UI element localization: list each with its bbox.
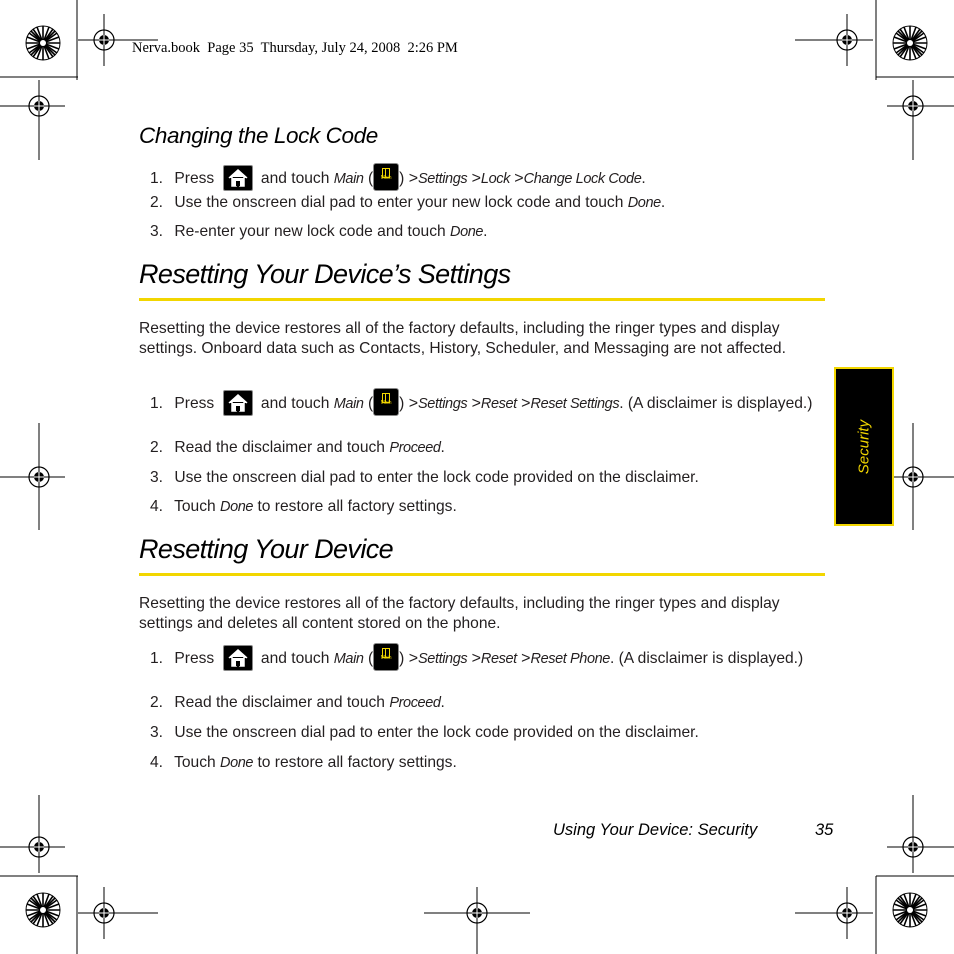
step-number: 2. (150, 439, 164, 456)
step-number: 4. (150, 498, 164, 515)
main-icon-label: Main (380, 655, 392, 661)
step-text: . (660, 194, 666, 211)
list-item (150, 723, 830, 743)
home-icon (223, 390, 253, 416)
step-text: and touch (260, 170, 330, 187)
intro-paragraph: Resetting the device restores all of the factory defaults, including the ringer types and display settings and deletes all content stored on the phone. (139, 595, 780, 632)
step-text: Use the onscreen dial pad to enter your new lock code and touch (174, 194, 624, 211)
step-text: Re-enter your new lock code and touch (174, 223, 446, 240)
step-text: Read the disclaimer and touch (174, 439, 385, 456)
step-text: Use the onscreen dial pad to enter the lock code provided on the disclaimer. (174, 724, 699, 741)
chevron: > (514, 170, 524, 187)
step-text: Use the onscreen dial pad to enter the lock code provided on the disclaimer. (174, 469, 699, 486)
ui-term-done: Done (220, 755, 254, 771)
main-icon-label: Main (380, 175, 392, 181)
home-icon (223, 645, 253, 671)
ui-term-reset-settings: Reset Settings (530, 396, 620, 412)
step-text: to restore all factory settings. (257, 754, 457, 771)
home-icon (223, 165, 253, 191)
step-text: . (440, 439, 445, 456)
step-text: Touch (174, 754, 216, 771)
paren: ) (399, 170, 405, 187)
chevron: > (408, 170, 419, 187)
paren: ( (367, 395, 374, 412)
heading-resetting-device-settings: Resetting Your Device’s Settings (139, 259, 511, 289)
step-text: . (641, 170, 646, 187)
page-number: 35 (815, 821, 834, 839)
step-number: 3. (150, 223, 164, 240)
chevron: > (408, 395, 419, 412)
main-icon-label: Main (380, 400, 392, 406)
ui-term-proceed: Proceed (389, 695, 441, 711)
print-slug: Nerva.book Page 35 Thursday, July 24, 2008 2:26 PM (132, 40, 458, 56)
main-menu-icon (373, 643, 399, 671)
paren: ( (367, 170, 374, 187)
chevron: > (471, 170, 481, 187)
list-item (150, 753, 830, 773)
paren: ) (399, 395, 405, 412)
step-number: 1. (150, 170, 164, 187)
ui-term-main: Main (333, 396, 364, 412)
step-text: Press (174, 650, 215, 667)
ui-term-reset: Reset (480, 396, 517, 412)
step-text: Press (174, 170, 215, 187)
step-text: to restore all factory settings. (257, 498, 457, 515)
paren: ( (367, 650, 374, 667)
step-text: and touch (260, 650, 330, 667)
ui-term-done: Done (450, 224, 484, 240)
step-text: . (483, 223, 488, 240)
list-item (150, 438, 830, 458)
list-item (150, 693, 830, 713)
ui-term-main: Main (333, 651, 364, 667)
chapter-tab (834, 367, 894, 526)
main-menu-icon (373, 163, 399, 191)
ui-term-lock: Lock (480, 171, 510, 187)
ui-term-main: Main (333, 171, 364, 187)
ui-term-change-lock-code: Change Lock Code (523, 171, 642, 187)
ui-term-settings: Settings (418, 396, 468, 412)
chapter-tab-label: Security (855, 419, 873, 474)
heading-rule (139, 298, 825, 301)
heading-rule (139, 573, 825, 576)
step-number: 2. (150, 694, 164, 711)
step-text: . (A disclaimer is displayed.) (619, 395, 813, 412)
step-number: 4. (150, 754, 164, 771)
list-item (150, 193, 830, 213)
ui-term-settings: Settings (418, 651, 468, 667)
ui-term-reset-phone: Reset Phone (530, 651, 610, 667)
step-number: 3. (150, 724, 164, 741)
step-number: 1. (150, 395, 164, 412)
ui-term-done: Done (627, 195, 661, 211)
step-text: . (440, 694, 445, 711)
step-text: . (A disclaimer is displayed.) (609, 650, 804, 667)
step-text: Touch (174, 498, 216, 515)
ui-term-done: Done (220, 499, 254, 515)
chevron: > (521, 650, 531, 667)
chevron: > (471, 650, 481, 667)
chevron: > (521, 395, 531, 412)
intro-paragraph: Resetting the device restores all of the factory defaults, including the ringer types and display settings. Onboard data such as Contacts, History, Scheduler, and Messaging are not affected. (139, 320, 786, 357)
list-item (150, 497, 830, 517)
list-item (150, 388, 830, 416)
step-number: 1. (150, 650, 164, 667)
heading-changing-lock-code: Changing the Lock Code (139, 123, 378, 148)
ui-term-settings: Settings (418, 171, 468, 187)
main-menu-icon (373, 388, 399, 416)
step-text: Press (174, 395, 215, 412)
chevron: > (408, 650, 419, 667)
step-number: 2. (150, 194, 164, 211)
chevron: > (471, 395, 481, 412)
list-item (150, 163, 830, 191)
footer-title: Using Your Device: Security (553, 821, 758, 839)
list-item (150, 468, 830, 488)
step-text: and touch (260, 395, 330, 412)
heading-resetting-device: Resetting Your Device (139, 534, 394, 564)
list-item (150, 222, 830, 242)
ui-term-reset: Reset (480, 651, 517, 667)
paren: ) (399, 650, 405, 667)
step-number: 3. (150, 469, 164, 486)
list-item (150, 643, 830, 671)
ui-term-proceed: Proceed (389, 440, 441, 456)
step-text: Read the disclaimer and touch (174, 694, 385, 711)
